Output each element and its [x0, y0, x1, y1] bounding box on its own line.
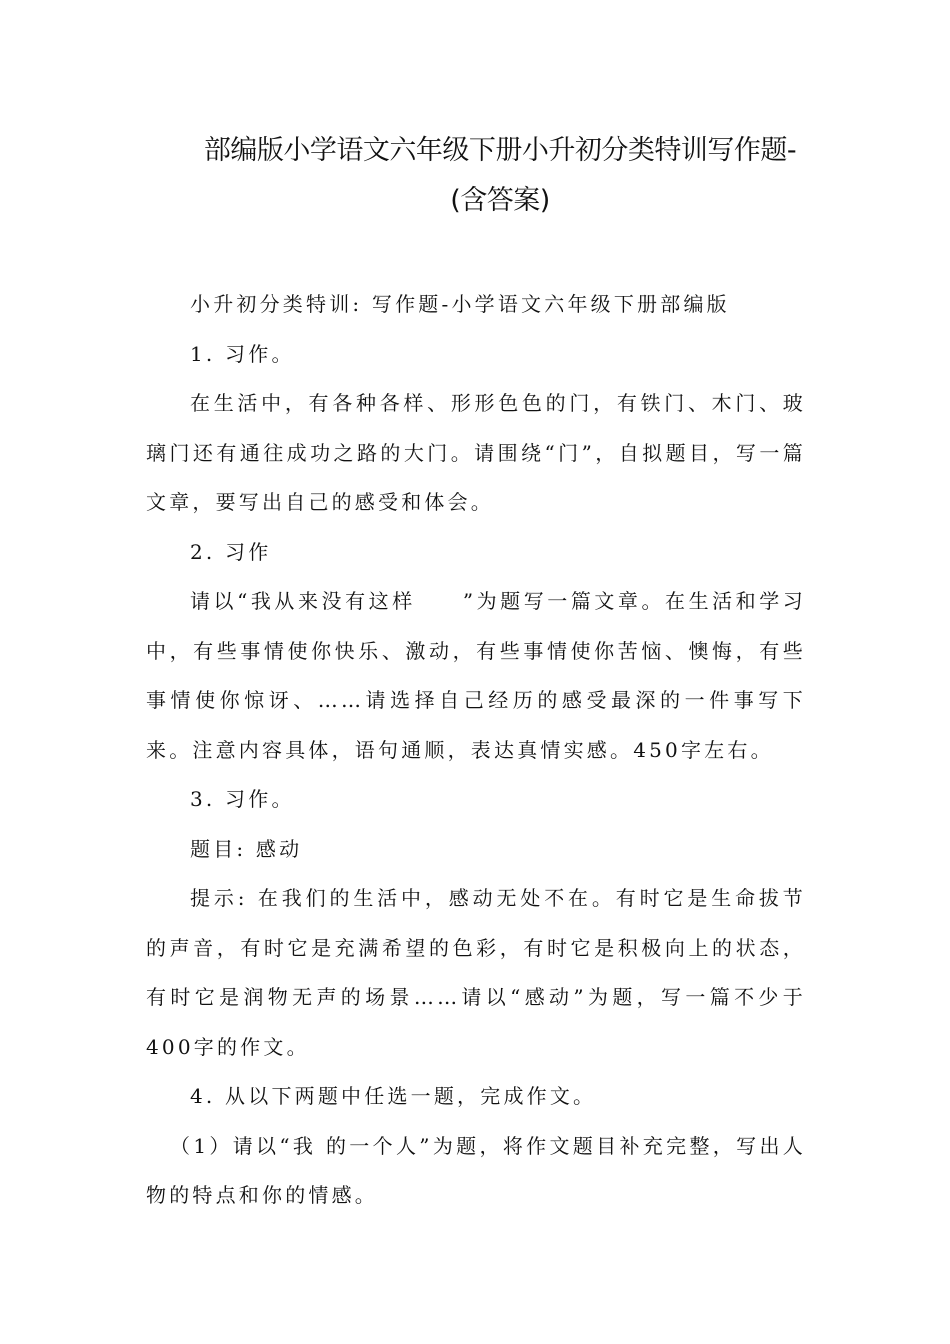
question-3-topic: 题目: 感动 — [190, 836, 303, 861]
question-2-text: 请以“我从来没有这样 ”为题写一篇文章。在生活和学习中，有些事情使你快乐、激动，有些事情使你苦恼、懊悔，有些事情使你惊讶、……请选择自己经历的感受最深的一件事写下来。注意内容具体，语句通顺，表达真情实感。450字左右。 — [146, 589, 806, 762]
document-body — [146, 280, 806, 1221]
question-2-heading: 2. 习作 — [190, 539, 272, 564]
question-4-option-1: （1）请以“我 的一个人”为题，将作文题目补充完整，写出人物的特点和你的情感。 — [146, 1133, 806, 1207]
question-4-heading: 4. 从以下两题中任选一题，完成作文。 — [190, 1084, 597, 1108]
document-title-line2: (含答案) — [450, 185, 550, 216]
question-1-text: 在生活中，有各种各样、形形色色的门，有铁门、木门、玻璃门还有通往成功之路的大门。请围绕“门”，自拟题目，写一篇文章，要写出自己的感受和体会。 — [146, 391, 806, 514]
question-1-heading: 1. 习作。 — [190, 341, 295, 366]
document-title-line1: 部编版小学语文六年级下册小升初分类特训写作题- — [203, 135, 797, 166]
question-3-text: 提示: 在我们的生活中，感动无处不在。有时它是生命拔节的声音，有时它是充满希望的色彩，有时它是积极向上的状态，有时它是润物无声的场景……请以“感动”为题，写一篇不少于400字的作文。 — [146, 886, 806, 1059]
section-subtitle: 小升初分类特训: 写作题-小学语文六年级下册部编版 — [190, 292, 730, 316]
question-3-heading: 3. 习作。 — [190, 787, 295, 811]
